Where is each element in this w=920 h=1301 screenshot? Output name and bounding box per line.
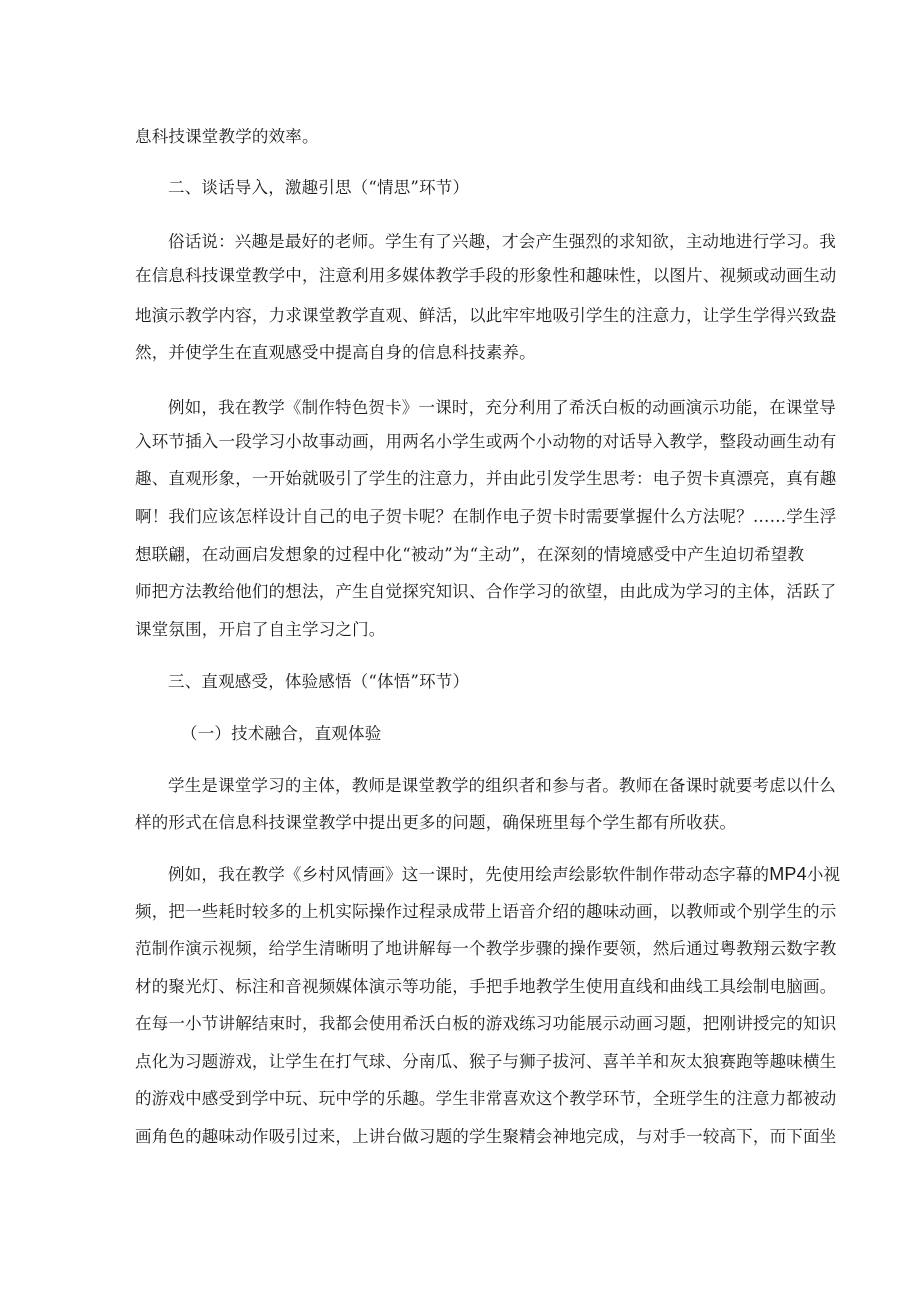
section3-heading: 三、直观感受，体验感悟（“体悟”环节） <box>168 672 470 691</box>
paragraph-line: 趣、直观形象，一开始就吸引了学生的注意力，并由此引发学生思考：电子贺卡真漂亮，真有趣 <box>135 469 837 488</box>
paragraph-line: 然，并使学生在直观感受中提高自身的信息科技素养。 <box>135 343 536 362</box>
paragraph-line: 入环节插入一段学习小故事动画，用两名小学生或两个小动物的对话导入教学，整段动画生动有 <box>135 432 837 451</box>
section3-subheading-1: （一）技术融合，直观体验 <box>181 724 382 743</box>
mp4-text: MP4 <box>769 864 807 884</box>
line-text: 小视 <box>806 865 841 884</box>
paragraph-line: 师把方法教给他们的想法，产生自觉探究知识、合作学习的欲望，由此成为学习的主体，活跃了 <box>135 582 837 601</box>
paragraph-line: 的游戏中感受到学中玩、玩中学的乐趣。学生非常喜欢这个教学环节，全班学生的注意力都被动 <box>135 1089 837 1108</box>
paragraph-line <box>168 862 841 887</box>
paragraph-line: 在每一小节讲解结束时，我都会使用希沃白板的游戏练习功能展示动画习题，把刚讲授完的知识 <box>135 1014 837 1033</box>
paragraph-line: 范制作演示视频，给学生清晰明了地讲解每一个教学步骤的操作要领，然后通过粤教翔云数字教 <box>135 939 837 958</box>
paragraph-line: 样的形式在信息科技课堂教学中提出更多的问题，确保班里每个学生都有所收获。 <box>135 813 737 832</box>
line-text: 例如，我在教学《乡村风情画》这一课时，先使用绘声绘影软件制作带动态字幕的 <box>168 865 770 884</box>
paragraph-line: 俗话说：兴趣是最好的老师。学生有了兴趣，才会产生强烈的求知欲，主动地进行学习。我 <box>168 232 836 251</box>
paragraph-line: 地演示教学内容，力求课堂教学直观、鲜活，以此牢牢地吸引学生的注意力，让学生学得兴致盎 <box>135 306 837 325</box>
paragraph-line: 频，把一些耗时较多的上机实际操作过程录成带上语音介绍的趣味动画，以教师或个别学生的示 <box>135 902 837 921</box>
paragraph-line: 啊！我们应该怎样设计自己的电子贺卡呢？在制作电子贺卡时需要掌握什么方法呢？……学生浮 <box>135 507 837 526</box>
paragraph-line: 画角色的趣味动作吸引过来，上讲台做习题的学生聚精会神地完成，与对手一较高下，而下面坐 <box>135 1127 837 1146</box>
paragraph-line: 点化为习题游戏，让学生在打气球、分南瓜、猴子与狮子拔河、喜羊羊和灰太狼赛跑等趣味横生 <box>135 1052 837 1071</box>
paragraph-line: 课堂氛围，开启了自主学习之门。 <box>135 620 386 639</box>
paragraph-line: 想联翩，在动画启发想象的过程中化“被动”为“主动”，在深刻的情境感受中产生迫切希望教 <box>135 545 805 564</box>
paragraph-line: 例如，我在教学《制作特色贺卡》一课时，充分利用了希沃白板的动画演示功能，在课堂导 <box>168 398 836 417</box>
paragraph-line: 学生是课堂学习的主体，教师是课堂教学的组织者和参与者。教师在备课时就要考虑以什么 <box>168 776 836 795</box>
section2-heading: 二、谈话导入，激趣引思（“情思”环节） <box>168 178 470 197</box>
paragraph-line: 材的聚光灯、标注和音视频媒体演示等功能，手把手地教学生使用直线和曲线工具绘制电脑画。 <box>135 977 837 996</box>
paragraph-line: 在信息科技课堂教学中，注意利用多媒体教学手段的形象性和趣味性，以图片、视频或动画生动 <box>135 266 837 285</box>
paragraph-fragment: 息科技课堂教学的效率。 <box>135 127 319 146</box>
